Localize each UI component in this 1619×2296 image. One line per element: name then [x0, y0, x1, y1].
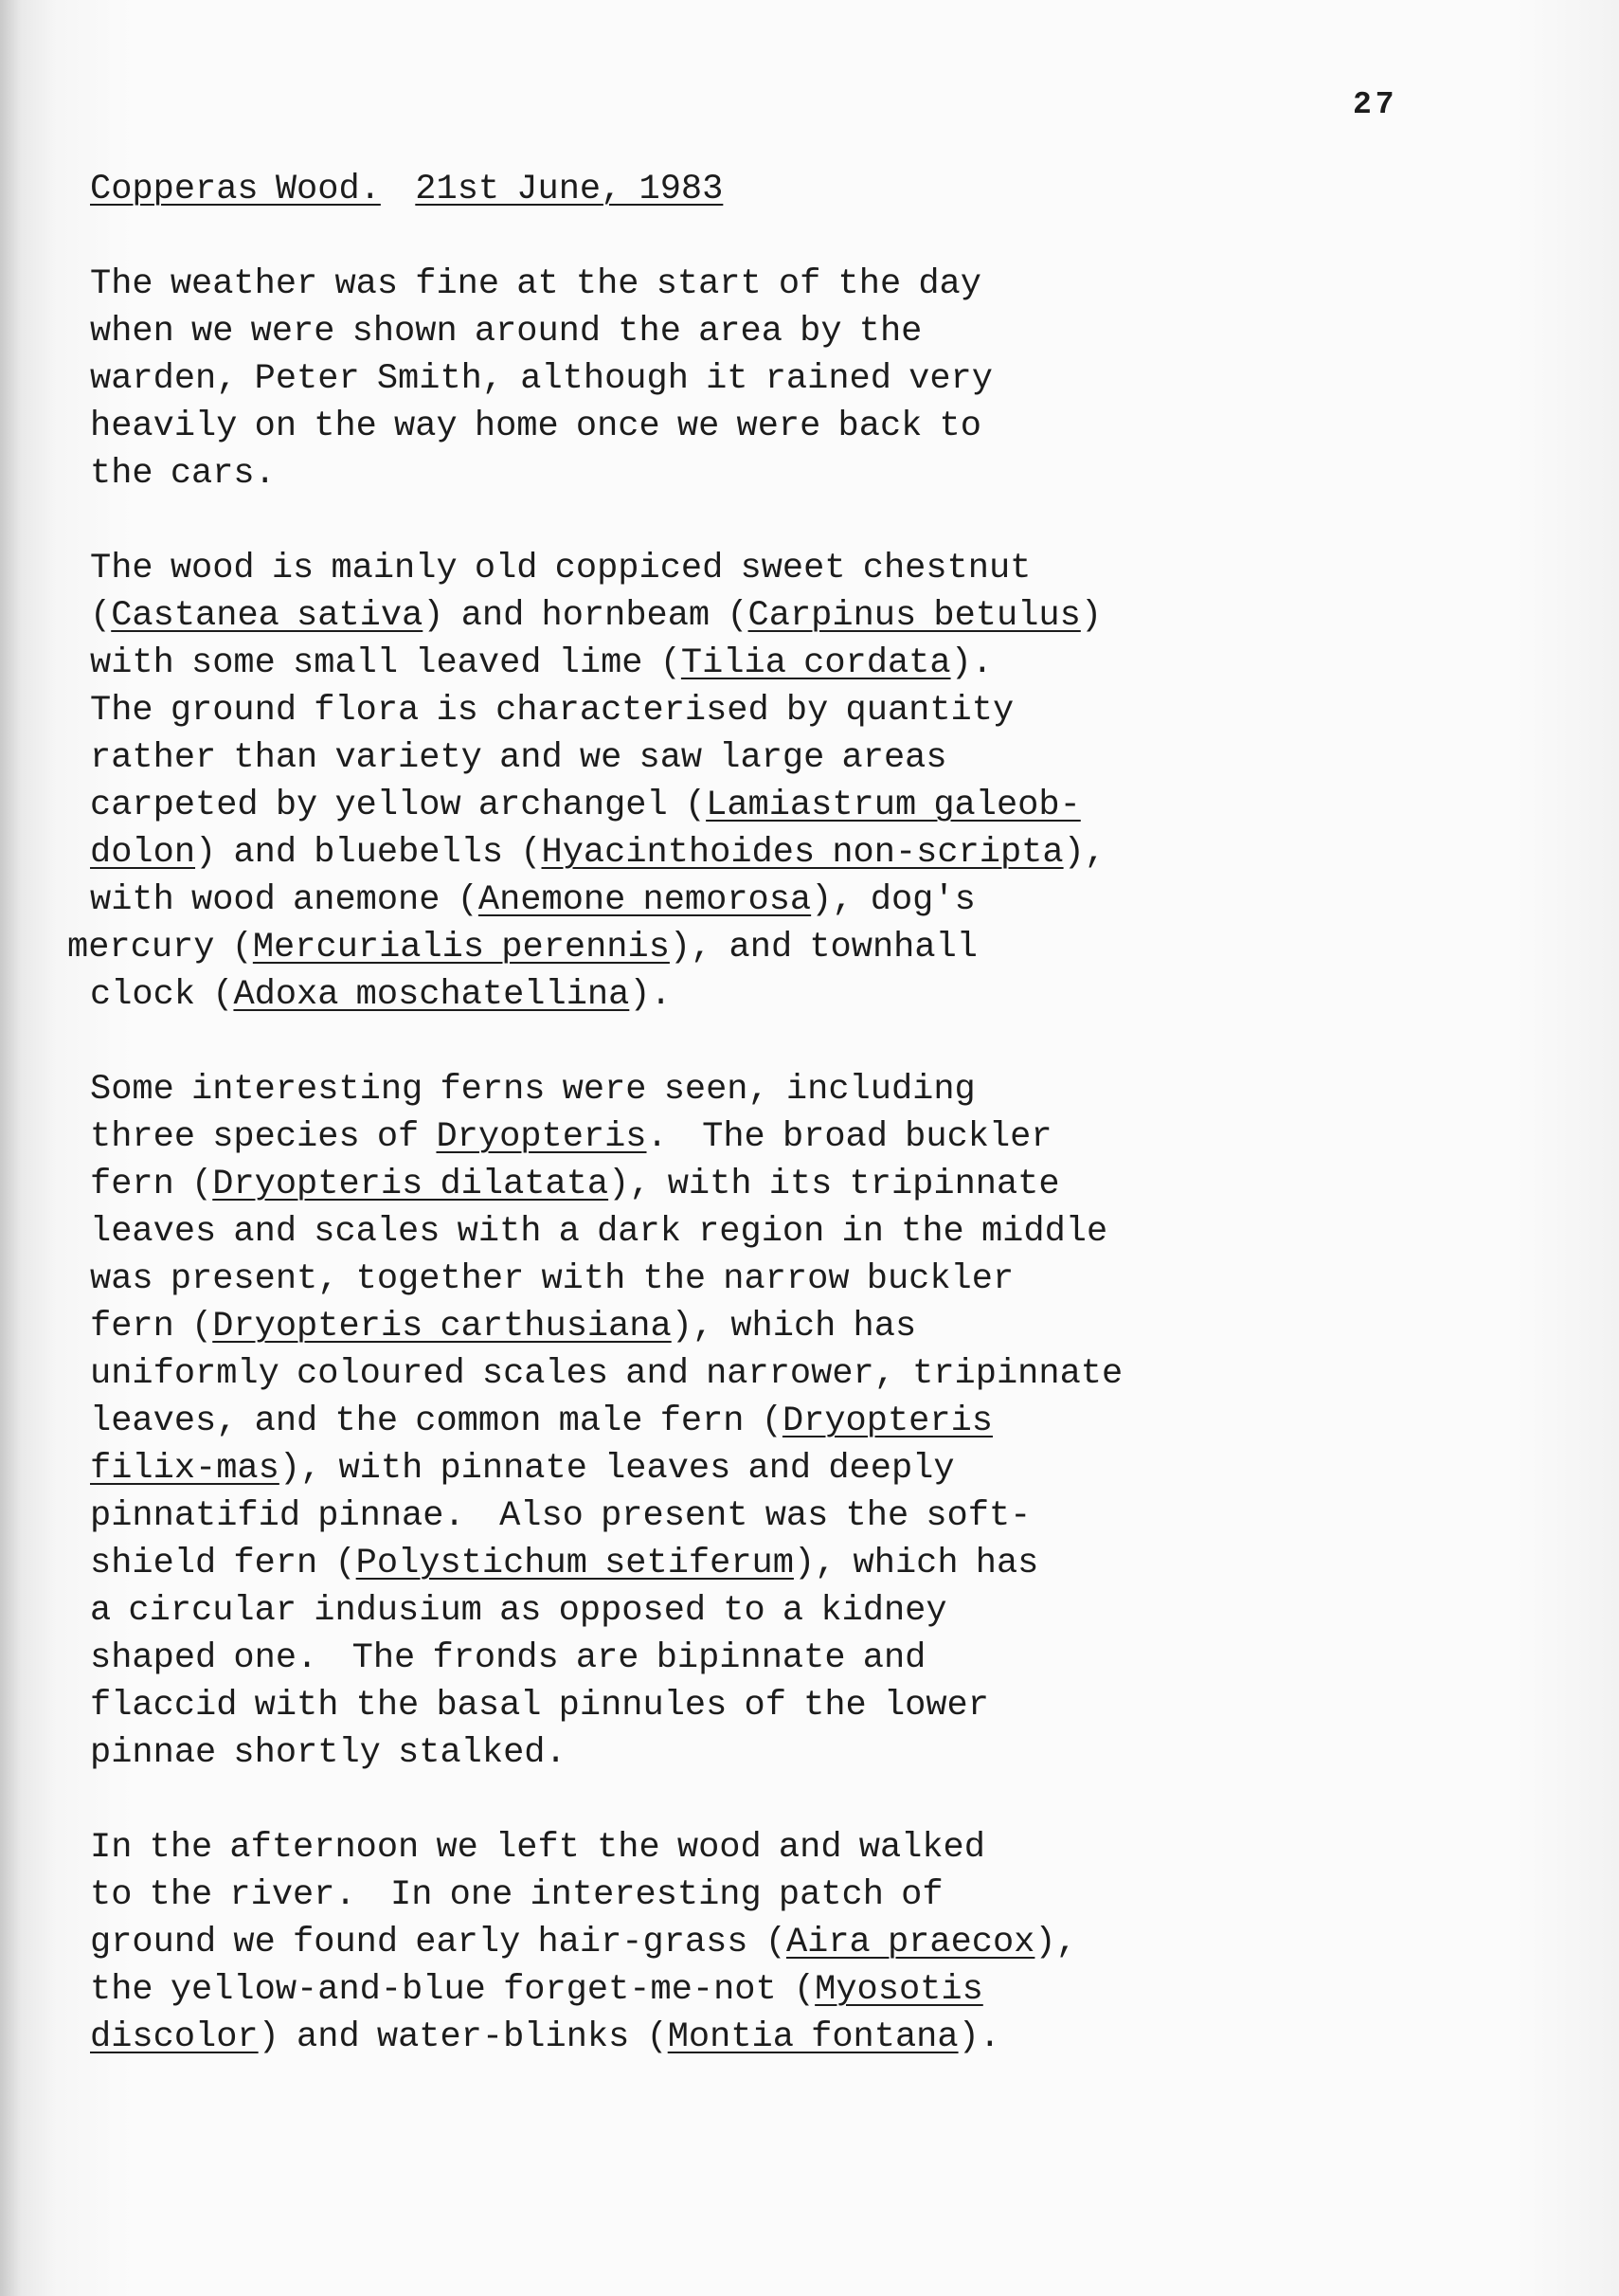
text-segment: carpeted by yellow archangel (: [90, 786, 707, 825]
text-segment: In the afternoon we left the wood and walked: [90, 1828, 985, 1868]
text-segment: Some interesting ferns were seen, including: [90, 1070, 976, 1110]
heading-date: 21st June, 1983: [415, 170, 724, 209]
text-line: [90, 640, 1511, 687]
text-line: [90, 1919, 1511, 1966]
text-segment: when we were shown around the area by the: [90, 312, 923, 352]
text-line: [90, 1208, 1511, 1256]
text-segment: the cars.: [90, 454, 276, 494]
text-segment: . The broad buckler: [646, 1117, 1052, 1157]
species-name: Carpinus betulus: [747, 596, 1081, 636]
text-segment: The wood is mainly old coppiced sweet chestnut: [90, 549, 1032, 588]
text-segment: leaves and scales with a dark region in the middle: [90, 1212, 1108, 1252]
text-segment: leaves, and the common male fern (: [90, 1401, 783, 1441]
text-segment: ),: [1034, 1923, 1077, 1962]
text-segment: ),: [1063, 833, 1106, 873]
text-line: [67, 924, 1511, 971]
text-segment: shaped one. The fronds are bipinnate and: [90, 1638, 926, 1678]
text-line: [90, 1113, 1511, 1161]
text-segment: with wood anemone (: [90, 880, 478, 920]
text-line: [90, 829, 1511, 877]
text-segment: The ground flora is characterised by quantity: [90, 691, 1015, 731]
paragraphs: [67, 261, 1511, 2061]
text-segment: (: [90, 596, 112, 636]
text-segment: flaccid with the basal pinnules of the lower: [90, 1686, 989, 1726]
text-segment: The weather was fine at the start of the day: [90, 264, 981, 304]
species-name: Dryopteris: [436, 1117, 647, 1157]
text-line: [90, 450, 1511, 497]
species-name: dolon: [90, 833, 196, 873]
text-segment: a circular indusium as opposed to a kidney: [90, 1591, 947, 1631]
species-name: discolor: [90, 2017, 259, 2057]
text-segment: ) and water-blinks (: [258, 2017, 668, 2057]
text-segment: warden, Peter Smith, although it rained very: [90, 359, 993, 399]
text-line: [90, 1824, 1511, 1871]
text-line: [90, 1161, 1511, 1208]
species-name: Castanea sativa: [111, 596, 423, 636]
text-line: [90, 782, 1511, 829]
text-line: [90, 1635, 1511, 1682]
text-segment: with some small leaved lime (: [90, 643, 681, 683]
text-line: [90, 734, 1511, 782]
paragraph: [90, 1066, 1511, 1777]
text-line: [90, 1492, 1511, 1540]
text-segment: ), which has: [671, 1307, 917, 1347]
species-name: Dryopteris carthusiana: [212, 1307, 672, 1347]
species-name: Dryopteris dilatata: [212, 1165, 609, 1204]
text-line: [90, 1540, 1511, 1587]
text-segment: fern (: [90, 1165, 213, 1204]
text-line: [90, 261, 1511, 308]
text-segment: ground we found early hair-grass (: [90, 1923, 786, 1962]
species-name: Tilia cordata: [680, 643, 951, 683]
text-segment: ) and hornbeam (: [423, 596, 748, 636]
text-line: [90, 403, 1511, 450]
species-name: Polystichum setiferum: [355, 1544, 794, 1583]
text-segment: to the river. In one interesting patch of: [90, 1875, 944, 1915]
text-segment: ).: [958, 2017, 1000, 2057]
text-segment: pinnae shortly stalked.: [90, 1733, 567, 1773]
text-segment: pinnatifid pinnae. Also present was the soft-: [90, 1496, 1032, 1536]
text-line: [90, 1398, 1511, 1445]
text-segment: ), dog's: [811, 880, 976, 920]
text-segment: the yellow-and-blue forget-me-not (: [90, 1970, 816, 2010]
species-name: Myosotis: [815, 1970, 983, 2010]
species-name: Aira praecox: [785, 1923, 1035, 1962]
species-name: filix-mas: [90, 1449, 279, 1489]
text-line: [90, 1445, 1511, 1492]
text-line: [90, 1256, 1511, 1303]
paragraph: [90, 261, 1511, 497]
text-line: [90, 1587, 1511, 1635]
text-line: [90, 1066, 1511, 1113]
entry-heading: [90, 166, 1511, 213]
text-line: [90, 877, 1511, 924]
article-body: [67, 166, 1511, 2108]
species-name: Mercurialis perennis: [252, 928, 670, 967]
text-line: [90, 1871, 1511, 1919]
text-segment: fern (: [90, 1307, 213, 1347]
text-segment: ), with its tripinnate: [608, 1165, 1060, 1204]
text-segment: ).: [950, 643, 993, 683]
paragraph: [67, 545, 1511, 1019]
text-segment: ), and townhall: [669, 928, 978, 967]
text-segment: ): [1080, 596, 1103, 636]
text-segment: ).: [629, 975, 672, 1015]
text-segment: rather than variety and we saw large areas: [90, 738, 947, 778]
species-name: Dryopteris: [782, 1401, 993, 1441]
text-line: [90, 355, 1511, 403]
species-name: Lamiastrum galeob-: [706, 786, 1081, 825]
species-name: Hyacinthoides non-scripta: [541, 833, 1064, 873]
text-segment: ), with pinnate leaves and deeply: [279, 1449, 955, 1489]
text-segment: heavily on the way home once we were back to: [90, 407, 981, 446]
text-line: [90, 1303, 1511, 1350]
text-segment: was present, together with the narrow buckler: [90, 1259, 1015, 1299]
page-number: 27: [1353, 87, 1398, 122]
heading-place: Copperas Wood.: [90, 170, 381, 209]
text-segment: mercury (: [67, 928, 253, 967]
text-line: [90, 545, 1511, 592]
text-line: [90, 1682, 1511, 1729]
text-line: [90, 1350, 1511, 1398]
text-line: [90, 308, 1511, 355]
paragraph: [90, 1824, 1511, 2061]
text-line: [90, 971, 1511, 1019]
species-name: Montia fontana: [667, 2017, 959, 2057]
text-line: [90, 1729, 1511, 1777]
text-line: [90, 1966, 1511, 2014]
text-segment: ), which has: [793, 1544, 1039, 1583]
species-name: Anemone nemorosa: [477, 880, 812, 920]
text-line: [90, 2014, 1511, 2061]
text-line: [90, 687, 1511, 734]
text-segment: uniformly coloured scales and narrower, tripinnate: [90, 1354, 1124, 1394]
text-segment: shield fern (: [90, 1544, 356, 1583]
text-line: [90, 592, 1511, 640]
text-segment: three species of: [90, 1117, 437, 1157]
text-segment: clock (: [90, 975, 234, 1015]
species-name: Adoxa moschatellina: [233, 975, 630, 1015]
text-segment: ) and bluebells (: [195, 833, 542, 873]
